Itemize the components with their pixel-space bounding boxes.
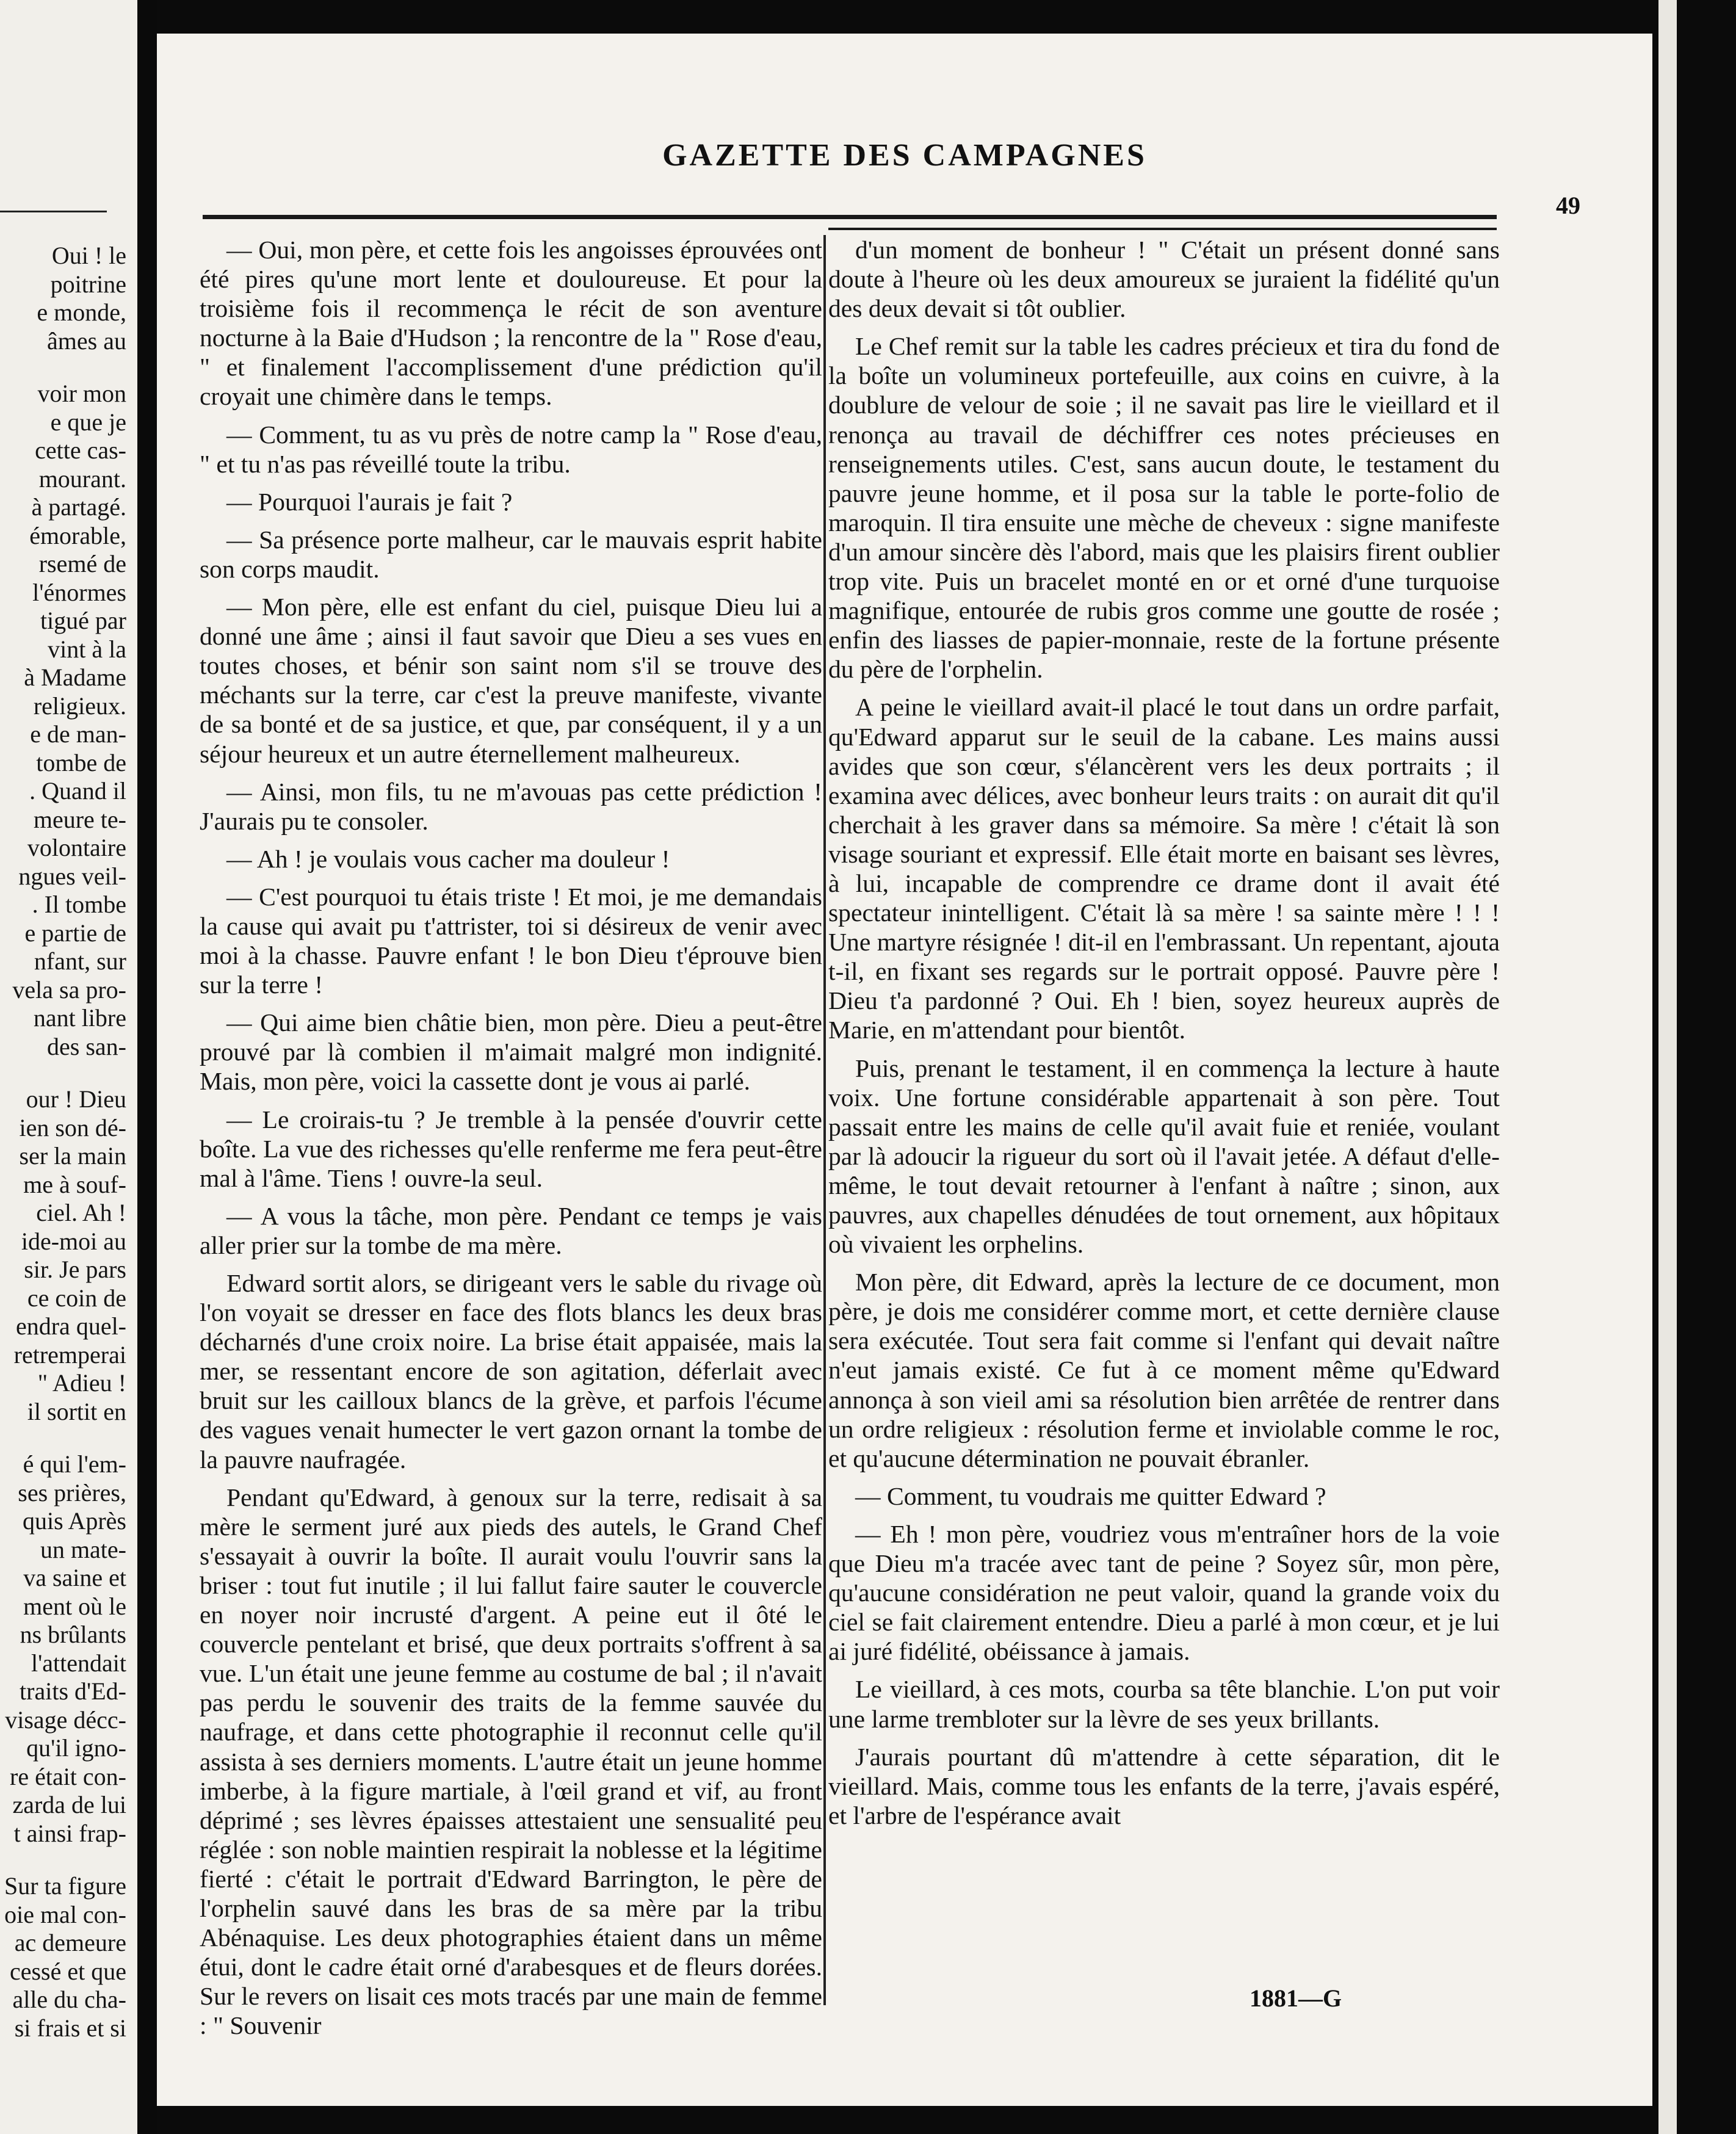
page-number: 49 <box>1556 192 1580 219</box>
fragment-line: zarda de lui <box>12 1791 126 1818</box>
fragment-line: . Quand il <box>29 777 126 805</box>
paragraph: — Le croirais-tu ? Je tremble à la pensée d'ouvrir cette boîte. La vue des richesses qu'elle renferme me fera peut-être mal à l'âme. Tiens ! ouvre-la seul. <box>200 1105 822 1192</box>
fragment-line: religieux. <box>33 692 126 720</box>
fragment-line: vela sa pro- <box>12 975 126 1004</box>
previous-page-text <box>0 0 137 2134</box>
fragment-line: des san- <box>47 1032 126 1060</box>
fragment-line: tombe de <box>36 748 126 776</box>
fragment-line: é qui l'em- <box>23 1450 126 1478</box>
paragraph: d'un moment de bonheur ! " C'était un présent donné sans doute à l'heure où les deux amoureux se juraient la fidélité qu'un des deux devait si tôt oublier. <box>828 236 1500 323</box>
fragment-line: e monde, <box>37 298 126 326</box>
paragraph: Puis, prenant le testament, il en commença la lecture à haute voix. Une fortune considérable appartenait à son père. Tout passait entre les mains de celle qu'il avait fuie et reniée, voulant par là adoucir la rigueur du sort où il l'avait jetée. A défaut d'elle-même, le tout devait retourner à l'enfant à naître ; sinon, aux pauvres, aux chapelles dénudées de tout ornement, aux hôpitaux où vivaient les orphelins. <box>828 1054 1500 1259</box>
fragment-line: rsemé de <box>38 550 126 577</box>
fragment-line: nant libre <box>33 1004 126 1032</box>
fragment-line: si frais et si <box>14 2014 126 2042</box>
fragment-line: ses prières, <box>18 1478 126 1506</box>
fragment-line: ide-moi au <box>21 1227 126 1255</box>
fragment-line: . Il tombe <box>32 891 126 918</box>
next-page-strip <box>1658 0 1677 2134</box>
fragment-line: ment où le <box>23 1592 126 1620</box>
paragraph: — A vous la tâche, mon père. Pendant ce temps je vais aller prier sur la tombe de ma mère. <box>200 1201 822 1259</box>
fragment-line: e de man- <box>30 720 126 748</box>
fragment-line: l'énormes <box>32 578 126 606</box>
fragment-line: oie mal con- <box>4 1900 126 1928</box>
page-header <box>157 137 1652 219</box>
newspaper-page <box>157 34 1652 2106</box>
fragment-line: e que je <box>50 408 126 436</box>
paragraph: Pendant qu'Edward, à genoux sur la terre, redisait à sa mère le serment juré aux pieds des autels, le Grand Chef s'essayait à ouvrir la boîte. Il aurait voulu l'ouvrir sans la briser : tout fut inutile ; il lui fallut faire sauter le couvercle en noyer noir incrusté d'argent. A peine eut il ôté le couvercle pentelant et brisé, que deux portraits s'offrent à sa vue. L'un était une jeune femme au costume de bal ; il n'avait pas perdu le souvenir des traits de la femme sauvée du naufrage, et dans cette photographie il reconnut celle qu'il assista à ses derniers moments. L'autre était un jeune homme imberbe, à la figure martiale, à l'œil grand et vif, au front déprimé ; ses lèvres épaisses attestaient une sensualité peu réglée : son noble maintien respirait la noblesse et la légitime fierté : c'était le portrait d'Edward Barrington, le père de l'orphelin sauvé dans les bras de sa mère par la tribu Abénaquise. Les deux photographies étaient dans un même étui, dont le cadre était orné d'arabesques et de fleurs dorées. Sur le revers on lisait ces mots tracés par une main de femme : " Souvenir <box>200 1483 822 2040</box>
fragment-line: nfant, sur <box>34 947 126 975</box>
fragment-line: poitrine <box>50 270 126 298</box>
printer-signature: 1881—G <box>1250 1984 1342 2012</box>
fragment-line: traits d'Ed- <box>20 1677 126 1705</box>
fragment-line: l'attendait <box>31 1649 126 1677</box>
header-rule-secondary <box>828 228 1497 230</box>
paragraph: — C'est pourquoi tu étais triste ! Et moi, je me demandais la cause qui avait pu t'attrister, toi si désireux de venir avec moi à la chasse. Pauvre enfant ! le bon Dieu t'éprouve bien sur la terre ! <box>200 882 822 999</box>
paragraph: Le Chef remit sur la table les cadres précieux et tira du fond de la boîte un volumineux portefeuille, aux coins en cuivre, à la doublure de velour de soie ; il ne savait pas lire le vieillard et il renonça au travail de déchiffrer ces notes précieuses en renseignements utiles. C'est, sans aucun doute, le testament du pauvre jeune homme, et il posa sur la table le porte-folio de maroquin. Il tira ensuite une mèche de cheveux : signe manifeste d'un amour sincère dès l'abord, mais que les plaisirs firent oublier trop vite. Puis un bracelet monté en or et orné d'une turquoise magnifique, entourée de rubis gros comme une goutte de rosée ; enfin des liasses de papier-monnaie, reste de la fortune présente du père de l'orphelin. <box>828 332 1500 684</box>
fragment-line: Oui ! le <box>51 242 126 269</box>
fragment-line: visage décc- <box>5 1705 126 1734</box>
right-column <box>828 235 1500 1830</box>
fragment-rule <box>0 211 107 212</box>
fragment-line: âmes au <box>47 327 126 355</box>
fragment-line: un mate- <box>40 1535 126 1563</box>
fragment-line: ien son dé- <box>19 1113 126 1141</box>
fragment-line: cessé et que <box>9 1957 126 1985</box>
fragment-line: t ainsi frap- <box>13 1819 126 1847</box>
fragment-line: sir. Je pars <box>24 1256 126 1283</box>
previous-page-fragment <box>0 0 137 2134</box>
fragment-line: à Madame <box>24 664 126 691</box>
fragment-line: e partie de <box>24 919 126 947</box>
paragraph: Edward sortit alors, se dirigeant vers le sable du rivage où l'on voyait se dresser en face des flots blancs les deux bras décharnés d'une croix noire. La brise était appaisée, mais la mer, se ressentant encore de son agitation, déferlait avec bruit sur les cailloux blancs de la grève, et parfois l'écume des vagues venait humecter le vert gazon ornant la tombe de la pauvre naufragée. <box>200 1269 822 1474</box>
page-title: GAZETTE DES CAMPAGNES <box>662 138 1147 173</box>
fragment-line: Sur ta figure <box>4 1872 126 1900</box>
fragment-line: volontaire <box>27 834 126 861</box>
fragment-line: meure te- <box>33 805 126 833</box>
paragraph: Le vieillard, à ces mots, courba sa tête blanchie. L'on put voir une larme trembloter sur la lèvre de ses yeux brillants. <box>828 1675 1500 1733</box>
paragraph: — Ah ! je voulais vous cacher ma douleur ! <box>226 844 670 873</box>
fragment-line: tigué par <box>40 607 126 634</box>
fragment-line: ngues veil- <box>18 862 126 890</box>
paragraph: — Comment, tu voudrais me quitter Edward ? <box>855 1481 1326 1510</box>
fragment-line: cette cas- <box>35 436 126 464</box>
fragment-line: vint à la <box>48 635 126 663</box>
paragraph: — Qui aime bien châtie bien, mon père. Dieu a peut-être prouvé par là combien il m'aimait malgré mon indignité. Mais, mon père, voici la cassette dont je vous ai parlé. <box>200 1008 822 1096</box>
fragment-line: ac demeure <box>14 1929 126 1956</box>
paragraph: — Ainsi, mon fils, tu ne m'avouas pas cette prédiction ! J'aurais pu te consoler. <box>200 777 822 835</box>
paragraph: — Pourquoi l'aurais je fait ? <box>226 487 513 516</box>
fragment-line: me à souf- <box>23 1170 126 1198</box>
paragraph: A peine le vieillard avait-il placé le tout dans un ordre parfait, qu'Edward apparut sur le seuil de la cabane. Les mains aussi avides que son cœur, s'élancèrent vers les deux portraits ; il examina avec délices, avec bonheur leurs traits : on aurait dit qu'il cherchait à les graver dans sa mémoire. Sa mère ! c'était là son visage souriant et expressif. Elle était morte en baisant ses lèvres, à lui, incapable de comprendre ce drame dont il avait été spectateur inintelligent. C'était là sa mère ! sa sainte mère ! ! ! Une martyre résignée ! dit-il en l'embrassant. Un repentant, ajouta t-il, en fixant ses regards sur le portrait opposé. Pauvre père ! Dieu t'a pardonné ? Oui. Eh ! bien, soyez heureux auprès de Marie, en m'attendant pour bientôt. <box>828 693 1500 1044</box>
fragment-line: à partagé. <box>31 493 126 521</box>
fragment-line: voir mon <box>37 380 126 407</box>
fragment-line: retremperai <box>13 1340 126 1369</box>
fragment-line: re était con- <box>10 1762 126 1790</box>
fragment-line: mourant. <box>38 465 126 493</box>
column-divider <box>823 235 826 2005</box>
fragment-line: qu'il igno- <box>26 1734 126 1762</box>
fragment-line: alle du cha- <box>12 1986 126 2013</box>
header-rule <box>203 215 1497 219</box>
fragment-line: ce coin de <box>27 1284 126 1312</box>
fragment-line: quis Après <box>23 1507 126 1535</box>
fragment-line: " Adieu ! <box>37 1369 126 1397</box>
right-page-edge <box>1652 0 1736 2134</box>
paragraph: — Eh ! mon père, voudriez vous m'entraîner hors de la voie que Dieu m'a tracée avec tant de peine ? Soyez sûr, mon père, qu'aucune considération ne peut valoir, quand la grande voix du ciel se fait clairement entendre. Dieu a parlé à mon cœur, et je lui ai juré fidélité, obéissance à jamais. <box>828 1519 1500 1666</box>
paragraph: — Sa présence porte malheur, car le mauvais esprit habite son corps maudit. <box>200 525 822 583</box>
fragment-line: ciel. Ah ! <box>36 1199 126 1226</box>
binding-gutter <box>137 0 157 2134</box>
fragment-line: émorable, <box>29 521 126 549</box>
left-column <box>200 235 822 2040</box>
fragment-line: va saine et <box>23 1564 126 1591</box>
fragment-line: endra quel- <box>15 1312 126 1340</box>
paragraph: — Comment, tu as vu près de notre camp la " Rose d'eau, " et tu n'as pas réveillé toute la tribu. <box>200 420 822 478</box>
fragment-line: ns brûlants <box>20 1621 126 1648</box>
paragraph: Mon père, dit Edward, après la lecture de ce document, mon père, je dois me considérer comme mort, et cette dernière clause sera exécutée. Tout sera fait comme si l'enfant qui devait naître n'eut jamais existé. Ce fut à ce moment même qu'Edward annonça à son vieil ami sa résolution bien arrêtée de rentrer dans un ordre religieux : résolution ferme et inviolable comme le roc, et qu'aucune détermination ne pouvait ébranler. <box>828 1268 1500 1472</box>
paragraph: J'aurais pourtant dû m'attendre à cette séparation, dit le vieillard. Mais, comme tous les enfants de la terre, j'avais espéré, et l'arbre de l'espérance avait <box>828 1742 1500 1829</box>
fragment-line: il sortit en <box>27 1397 126 1425</box>
fragment-line: ser la main <box>19 1142 126 1170</box>
paragraph: — Mon père, elle est enfant du ciel, puisque Dieu lui a donné une âme ; ainsi il faut savoir que Dieu a ses vues en toutes choses, et bénir son saint nom s'il se trouve des méchants sur la terre, car c'est la preuve manifeste, vivante de sa bonté et de sa justice, et que, par conséquent, il y a un séjour heureux et un autre éternellement malheureux. <box>200 593 822 768</box>
fragment-line: our ! Dieu <box>26 1085 126 1113</box>
paragraph: — Oui, mon père, et cette fois les angoisses éprouvées ont été pires qu'une mort lente et douloureuse. Et pour la troisième fois il recommença le récit de son aventure nocturne à la Baie d'Hudson ; la rencontre de la " Rose d'eau, " et finalement l'accomplissement d'une prédiction qu'il croyait une chimère dans le temps. <box>200 236 822 411</box>
